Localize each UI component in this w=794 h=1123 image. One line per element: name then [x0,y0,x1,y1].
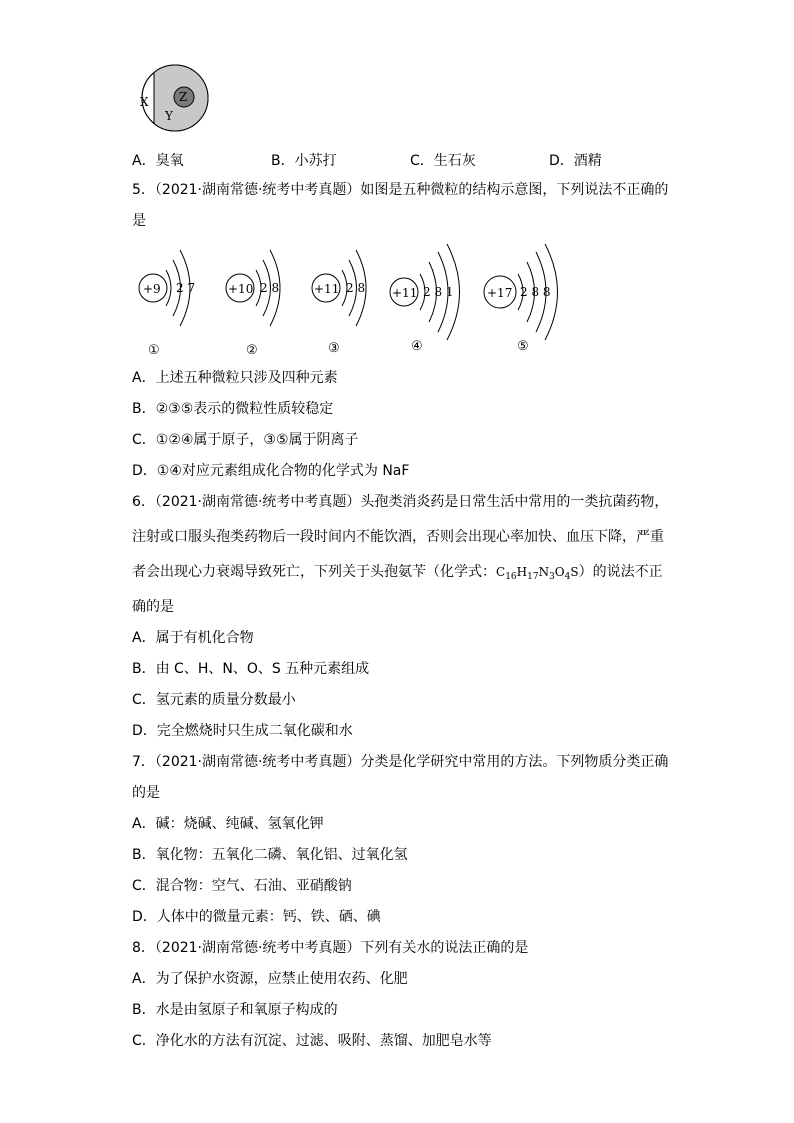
atom-5-electrons: 2 8 8 [520,285,551,299]
x-label: X [140,95,149,109]
q6-option-d: D．完全燃烧时只生成二氧化碳和水 [132,723,353,739]
y-label: Y [165,109,173,123]
q8-stem: 8．（2021·湖南常德·统考中考真题）下列有关水的说法正确的是 [132,940,529,956]
q6-option-c: C．氢元素的质量分数最小 [132,692,296,708]
q8-option-c: C．净化水的方法有沉淀、过滤、吸附、蒸馏、加肥皂水等 [132,1033,492,1049]
q6-option-b: B．由 C、H、N、O、S 五种元素组成 [132,661,370,677]
q4-option-b: B．小苏打 [271,153,337,169]
atom-1 [139,250,195,354]
q7-option-c: C．混合物：空气、石油、亚硝酸钠 [132,878,352,894]
atom-2-label: ② [246,343,258,354]
q7-option-a: A．碱：烧碱、纯碱、氢氧化钾 [132,816,324,832]
q7-option-d: D．人体中的微量元素：钙、铁、硒、碘 [132,909,381,925]
atom-structure-diagrams [136,244,576,354]
q6-stem-line3 [132,563,663,581]
atom-4-nucleus: +11 [392,286,418,300]
atom-2-electrons: 2 8 [260,281,280,295]
atom-5-nucleus: +17 [487,286,513,300]
q4-option-c: C．生石灰 [410,153,476,169]
atom-4 [390,244,460,354]
atom-5-label: ⑤ [517,339,529,354]
q6-stem-line3-prefix: 者会出现心力衰竭导致死亡，下列关于头孢氨苄（化学式： [132,564,496,580]
q4-option-a: A．臭氧 [132,153,184,169]
atom-5 [484,244,558,354]
atom-1-nucleus: +9 [143,282,161,296]
q6-stem-line1: 6．（2021·湖南常德·统考中考真题）头孢类消炎药是日常生活中常用的一类抗菌药物， [132,494,669,510]
venn-diagram [132,64,222,134]
chemical-formula: $C_{16}H_{17}N_3O_4S$ [496,565,579,582]
atom-3-nucleus: +11 [314,282,340,296]
q5-option-d: D．①④对应元素组成化合物的化学式为 NaF [132,463,410,479]
atom-1-electrons: 2 7 [176,281,196,295]
q5-option-c: C．①②④属于原子，③⑤属于阴离子 [132,432,359,448]
atom-4-label: ④ [411,339,423,354]
z-label: Z [179,90,188,104]
q5-stem-cont: 是 [132,213,146,229]
q6-option-a: A．属于有机化合物 [132,630,254,646]
q6-stem-line3-suffix: ）的说法不正 [578,564,663,580]
atom-2-nucleus: +10 [228,282,254,296]
atom-1-label: ① [148,343,160,354]
q7-option-b: B．氧化物：五氧化二磷、氧化铝、过氧化氢 [132,847,408,863]
q5-option-a: A．上述五种微粒只涉及四种元素 [132,370,338,386]
atom-3 [312,250,366,354]
q7-stem-line1: 7．（2021·湖南常德·统考中考真题）分类是化学研究中常用的方法。下列物质分类正确 [132,754,669,770]
q8-option-b: B．水是由氢原子和氧原子构成的 [132,1002,338,1018]
atom-4-electrons: 2 8 1 [423,285,454,299]
q7-stem-line2: 的是 [132,785,160,801]
atom-3-label: ③ [328,341,340,354]
q4-option-d: D．酒精 [549,153,602,169]
q6-stem-line2: 注射或口服头孢类药物后一段时间内不能饮酒，否则会出现心率加快、血压下降，严重 [132,529,664,545]
q8-option-a: A．为了保护水资源，应禁止使用农药、化肥 [132,971,408,987]
atom-2 [226,250,280,354]
q6-stem-line4: 确的是 [132,599,174,615]
atom-3-electrons: 2 8 [346,281,366,295]
q5-stem: 5．（2021·湖南常德·统考中考真题）如图是五种微粒的结构示意图，下列说法不正确的 [132,182,669,198]
q5-option-b: B．②③⑤表示的微粒性质较稳定 [132,401,334,417]
